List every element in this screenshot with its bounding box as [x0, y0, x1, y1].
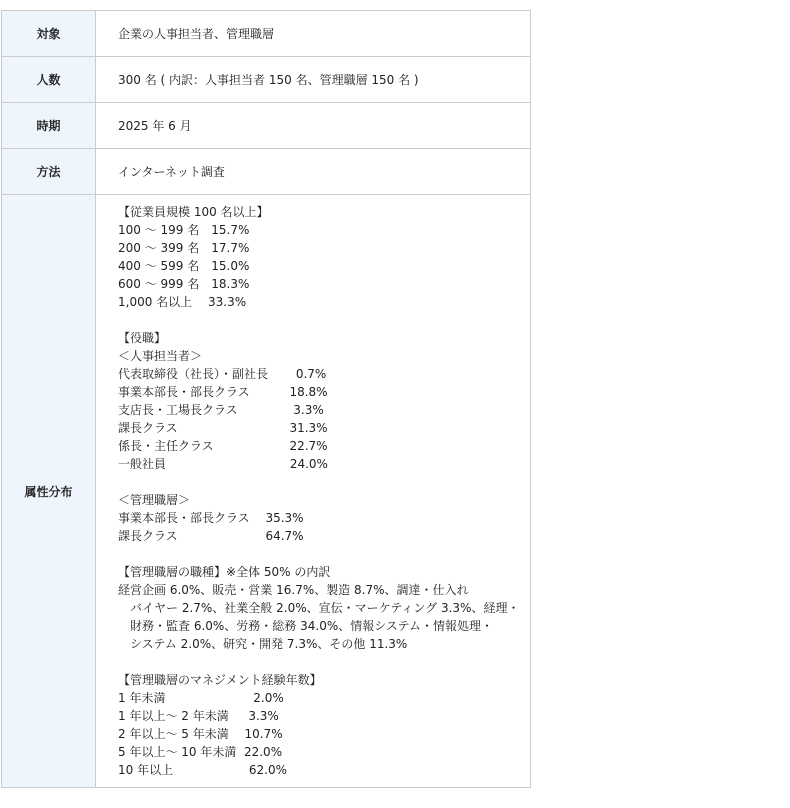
attribute-line: システム 2.0%、研究・開発 7.3%、その他 11.3%: [118, 637, 408, 651]
attribute-line: ＜管理職層＞: [118, 493, 191, 507]
row-label-count: 人数: [2, 57, 96, 103]
attribute-line: 事業本部長・部長クラス 35.3%: [118, 511, 304, 525]
row-label-attributes: 属性分布: [2, 195, 96, 788]
attribute-line: 400 ～ 599 名 15.0%: [118, 259, 250, 273]
attribute-line: 1,000 名以上 33.3%: [118, 295, 247, 309]
attribute-line: 【管理職層の職種】※全体 50% の内訳: [118, 565, 331, 579]
attribute-line: 1 年以上～ 2 年未満 3.3%: [118, 709, 279, 723]
attribute-spacer: [118, 653, 530, 671]
attribute-distribution-text: [118, 203, 530, 779]
attribute-line: 代表取締役（社長）・副社長 0.7%: [118, 367, 327, 381]
attribute-line: 一般社員 24.0%: [118, 457, 328, 471]
attribute-line: 10 年以上 62.0%: [118, 763, 288, 777]
attribute-line: 課長クラス 64.7%: [118, 529, 304, 543]
row-label-method: 方法: [2, 149, 96, 195]
attribute-line: バイヤー 2.7%、社業全般 2.0%、宣伝・マーケティング 3.3%、経理・: [118, 601, 520, 615]
attribute-line: 経営企画 6.0%、販売・営業 16.7%、製造 8.7%、調達・仕入れ: [118, 583, 469, 597]
attribute-line: 200 ～ 399 名 17.7%: [118, 241, 250, 255]
row-value-method: インターネット調査: [96, 149, 531, 195]
attribute-line: 【役職】: [118, 331, 167, 345]
attribute-spacer: [118, 545, 530, 563]
row-target: [2, 11, 531, 57]
row-count: [2, 57, 531, 103]
attribute-line: 5 年以上～ 10 年未満 22.0%: [118, 745, 283, 759]
attribute-line: 100 ～ 199 名 15.7%: [118, 223, 250, 237]
row-label-target: 対象: [2, 11, 96, 57]
attribute-line: 600 ～ 999 名 18.3%: [118, 277, 250, 291]
attribute-line: 事業本部長・部長クラス 18.8%: [118, 385, 328, 399]
row-value-count: 300 名 ( 内訳：人事担当者 150 名、管理職層 150 名 ): [96, 57, 531, 103]
row-value-attributes: [96, 195, 531, 788]
attribute-line: 1 年未満 2.0%: [118, 691, 284, 705]
attribute-line: 係長・主任クラス 22.7%: [118, 439, 328, 453]
attribute-spacer: [118, 311, 530, 329]
attribute-line: 2 年以上～ 5 年未満 10.7%: [118, 727, 283, 741]
attribute-spacer: [118, 473, 530, 491]
attribute-line: 課長クラス 31.3%: [118, 421, 328, 435]
attribute-line: 【従業員規模 100 名以上】: [118, 205, 269, 219]
row-method: [2, 149, 531, 195]
row-period: [2, 103, 531, 149]
attribute-line: ＜人事担当者＞: [118, 349, 203, 363]
row-label-period: 時期: [2, 103, 96, 149]
attribute-line: 【管理職層のマネジメント経験年数】: [118, 673, 322, 687]
row-value-target: 企業の人事担当者、管理職層: [96, 11, 531, 57]
attribute-line: 支店長・工場長クラス 3.3%: [118, 403, 324, 417]
attribute-line: 財務・監査 6.0%、労務・総務 34.0%、情報システム・情報処理・: [118, 619, 494, 633]
survey-overview-table: [1, 10, 531, 788]
row-attributes: [2, 195, 531, 788]
row-value-period: 2025 年 6 月: [96, 103, 531, 149]
